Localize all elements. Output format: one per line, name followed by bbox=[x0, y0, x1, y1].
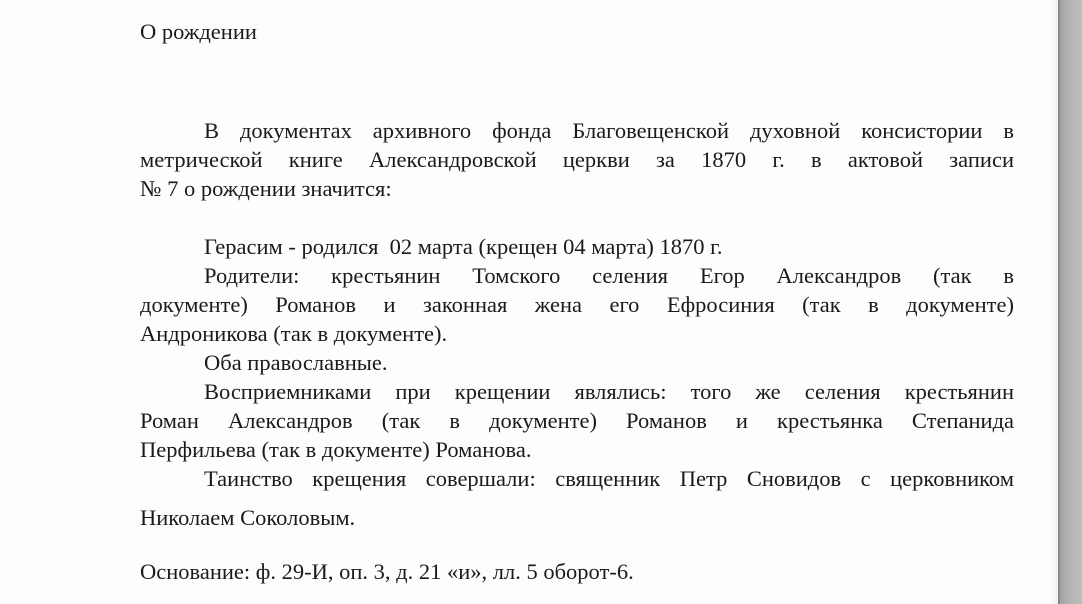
basis-line: Основание: ф. 29-И, оп. 3, д. 21 «и», лл. 5 оборот-6. bbox=[140, 559, 634, 584]
godparents-line-1: Восприемниками при крещении являлись: того же селения крестьянин bbox=[204, 379, 1014, 404]
godparents-line-2: Роман Александров (так в документе) Романов и крестьянка Степанида bbox=[140, 408, 1014, 433]
sacrament-line-2: Николаем Соколовым. bbox=[140, 505, 356, 530]
intro-line-3: № 7 о рождении значится: bbox=[140, 176, 392, 201]
intro-line-2: метрической книге Александровской церкви за 1870 г. в актовой записи bbox=[140, 147, 1014, 172]
parents-line-1: Родители: крестьянин Томского селения Егор Александров (так в bbox=[204, 263, 1014, 288]
parents-line-3: Андроникова (так в документе). bbox=[140, 321, 448, 346]
religion-line: Оба православные. bbox=[204, 350, 388, 375]
intro-line-1: В документах архивного фонда Благовещенской духовной консистории в bbox=[204, 118, 1014, 143]
page-edge-shadow bbox=[1050, 0, 1058, 604]
parents-line-2: документе) Романов и законная жена его Ефросиния (так в документе) bbox=[140, 292, 1014, 317]
godparents-line-3: Перфильева (так в документе) Романова. bbox=[140, 437, 532, 462]
scanner-edge bbox=[1058, 0, 1082, 604]
sacrament-line-1: Таинство крещения совершали: священник Петр Сновидов с церковником bbox=[204, 466, 1014, 491]
document-heading: О рождении bbox=[140, 19, 257, 44]
birth-line: Герасим - родился 02 марта (крещен 04 марта) 1870 г. bbox=[204, 234, 723, 259]
